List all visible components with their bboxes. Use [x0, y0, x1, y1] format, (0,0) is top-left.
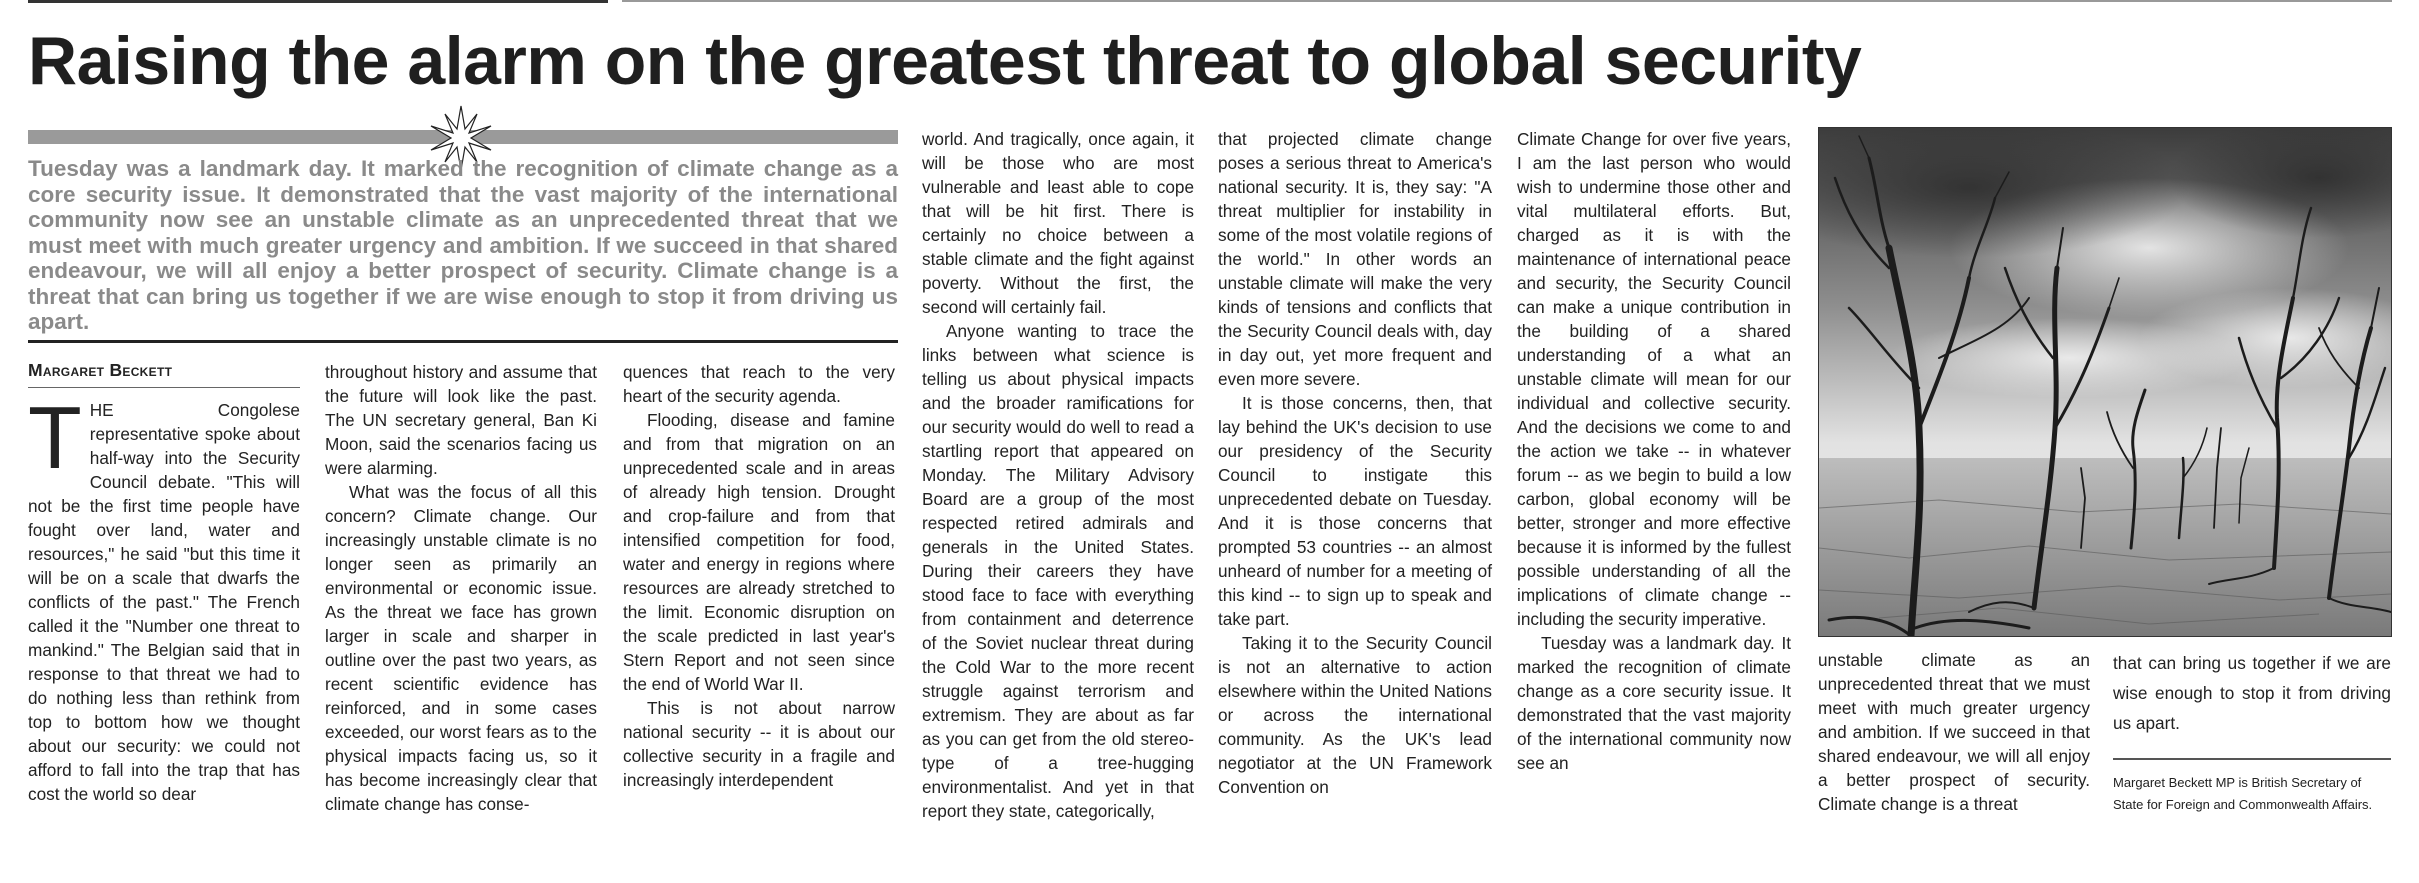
paragraph: that can bring us together if we are wise enough to stop it from driving us apart.: [2113, 653, 2391, 733]
article-photo: [1818, 127, 2392, 637]
drop-cap: T: [28, 388, 82, 487]
author-footnote: Margaret Beckett MP is British Secretary of State for Foreign and Commonwealth Affairs.: [2113, 775, 2373, 812]
paragraph: Anyone wanting to trace the links between what science is telling us about physical impacts and the broader ramifications for our security would do well to read a startling report that appeared on Monday. The Military Advisory Board are a group of the most respected retired admirals and generals in the United States. During their careers they have stood face to face with everything from containment and deterrence of the Soviet nuclear threat during the Cold War to the more recent struggle against terrorism and extremism. They are about as far as you can get from the old stereo-type of a tree-hugging environmentalist. And yet in that report they state, categorically,: [922, 321, 1194, 821]
paragraph: unstable climate as an unprecedented threat that we must meet with much greater urgency and ambition. If we succeed in that shared endeavour, we will all enjoy a better prospect of security. Climate change is a threat: [1818, 650, 2090, 814]
paragraph: Climate Change for over five years, I am the last person who would wish to undermine those other and vital multilateral efforts. But, charged as it is with the maintenance of international peace and security, the Security Council can make a unique contribution in the building of a shared understanding of a what an unstable climate will mean for our individual and collective security. And the decisions we come to and the action we take -- in whatever forum -- as we begin to build a low carbon, global economy will be better, stronger and more effective because it is informed by the fullest possible understanding of all the implications of climate change -- including the security imperative.: [1517, 129, 1791, 629]
paragraph: What was the focus of all this concern? Climate change. Our increasingly unstable climate is no longer seen as primarily an environmental or economic issue. As the threat we face has grown larger in scale and sharper in outline over the past two years, as recent scientific evidence has reinforced, and in some cases exceeded, our worst fears as to the physical impacts facing us, so it has become increasingly clear that climate change has conse-: [325, 482, 597, 814]
column-1: [28, 388, 300, 806]
paragraph: throughout history and assume that the future will look like the past. The UN secretary general, Ban Ki Moon, said the scenarios facing us were alarming.: [325, 362, 597, 478]
standfirst: Tuesday was a landmark day. It marked the recognition of climate change as a core security issue. It demonstrated that the vast majority of the international community now see an unstable climate as an unprecedented threat that we must meet with much greater urgency and ambition. If we succeed in that shared endeavour, we will all enjoy a better prospect of security. Climate change is a threat that can bring us together if we are wise enough to stop it from driving us apart.: [28, 156, 898, 334]
column-1-text: HE Congolese representative spoke about half-way into the Security Council debate. "This will not be the first time people have fought over land, water and resources," he said "but this time it will be on a scale that dwarfs the conflicts of the past." The French called it the "Number one threat to mankind." The Belgian said that in response to that threat we had to do nothing less than rethink from top to bottom how we thought about our security: we could not afford to fall into the trap that has cost the world so dear: [28, 400, 300, 804]
paragraph: that projected climate change poses a serious threat to America's national security. It is, they say: "A threat multiplier for instability in some of the most volatile regions of the world." In other words an unstable climate will make the very kinds of tensions and conflicts that the Security Council deals with, day in day out, yet more frequent and even more severe.: [1218, 129, 1492, 389]
column-2: [325, 360, 597, 816]
top-rule-left: [28, 0, 608, 3]
dead-trees-landscape-image: [1819, 128, 2391, 636]
headline: Raising the alarm on the greatest threat to global security: [28, 23, 1862, 99]
paragraph: Taking it to the Security Council is not an alternative to action elsewhere within the United Nations or across the international community. As the UK's lead negotiator at the UN Framework Convention on: [1218, 633, 1492, 797]
column-6: [1517, 127, 1791, 775]
column-3: [623, 360, 895, 792]
column-5: [1218, 127, 1492, 799]
column-4: [922, 127, 1194, 823]
paragraph: It is those concerns, then, that lay behind the UK's decision to use our presidency of the Security Council to instigate this unprecedented debate on Tuesday. And it is those concerns that prompted 53 countries -- an almost unheard of number for a meeting of this kind -- to sign up to speak and take part.: [1218, 393, 1492, 629]
paragraph: This is not about narrow national security -- it is about our collective security in a fragile and increasingly interdependent: [623, 698, 895, 790]
byline: Margaret Beckett: [28, 360, 300, 388]
column-7: [1818, 648, 2090, 816]
top-rule-right: [622, 0, 2392, 2]
paragraph: quences that reach to the very heart of the security agenda.: [623, 362, 895, 406]
column-8: [2113, 648, 2391, 738]
standfirst-rule: [28, 340, 898, 343]
paragraph: Tuesday was a landmark day. It marked the recognition of climate change as a core security issue. It demonstrated that the vast majority of the international community now see an: [1517, 633, 1791, 773]
paragraph: world. And tragically, once again, it will be those who are most vulnerable and least able to cope that will be hit first. There is certainly no choice between a stable climate and the fight against poverty. Without the first, the second will certainly fail.: [922, 129, 1194, 317]
paragraph: Flooding, disease and famine and from that migration on an unprecedented scale and in areas of already high tension. Drought and crop-failure and from that intensified competition for food, water and energy in regions where resources are already stretched to the limit. Economic disruption on the scale predicted in last year's Stern Report and not seen since the end of World War II.: [623, 410, 895, 694]
footnote-rule: [2113, 758, 2391, 760]
